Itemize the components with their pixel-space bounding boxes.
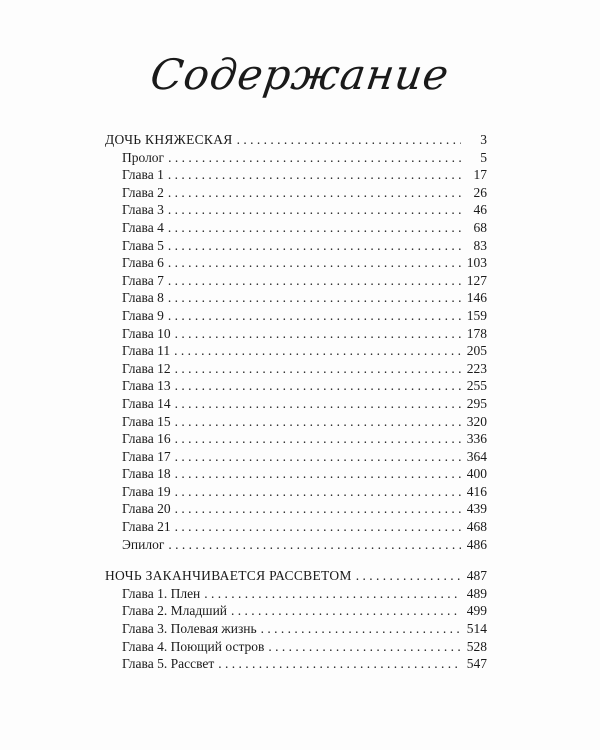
toc-entry-label: Глава 12	[122, 360, 171, 376]
toc-entry-label: Глава 14	[122, 395, 171, 411]
dot-leader	[164, 272, 461, 290]
toc-chapter-entry[interactable]	[105, 465, 487, 483]
toc-chapter-entry[interactable]	[105, 360, 487, 378]
dot-leader	[164, 237, 461, 255]
toc-chapter-entry[interactable]	[105, 201, 487, 219]
toc-section	[105, 131, 487, 553]
toc-page-number: 489	[466, 585, 487, 601]
toc-entry-label: Глава 6	[122, 255, 164, 271]
toc-page-number: 205	[466, 343, 487, 359]
dot-leader	[257, 620, 461, 638]
dot-leader	[171, 377, 461, 395]
toc-entry-label: Эпилог	[122, 536, 165, 552]
toc-chapter-entry[interactable]	[105, 237, 487, 255]
toc-entry-label: Глава 2	[122, 184, 164, 200]
toc-chapter-entry[interactable]	[105, 413, 487, 431]
dot-leader	[171, 500, 461, 518]
dot-leader	[164, 289, 461, 307]
toc-entry-label: Глава 4	[122, 219, 164, 235]
toc-part-heading[interactable]	[105, 131, 487, 149]
toc-entry-label: Глава 10	[122, 325, 171, 341]
dot-leader	[171, 360, 461, 378]
toc-entry-label: Глава 8	[122, 290, 164, 306]
toc-chapter-entry[interactable]	[105, 483, 487, 501]
dot-leader	[164, 166, 461, 184]
dot-leader	[233, 131, 461, 149]
toc-entry-label: Пролог	[122, 149, 165, 165]
toc-entry-label: Глава 20	[122, 501, 171, 517]
toc-page-number: 83	[473, 237, 487, 253]
toc-chapter-entry[interactable]	[105, 585, 487, 603]
toc-chapter-entry[interactable]	[105, 395, 487, 413]
toc-entry-label: Глава 2. Младший	[122, 603, 228, 619]
dot-leader	[214, 655, 461, 673]
toc-entry-label: Глава 17	[122, 448, 171, 464]
toc-part-heading[interactable]	[105, 567, 487, 585]
toc-page-number: 439	[466, 501, 487, 517]
dot-leader	[200, 585, 461, 603]
toc-chapter-entry[interactable]	[105, 342, 487, 360]
toc-page-number: 127	[466, 272, 487, 288]
toc-entry-label: НОЧЬ ЗАКАНЧИВАЕТСЯ РАССВЕТОМ	[105, 568, 352, 584]
toc-chapter-entry[interactable]	[105, 602, 487, 620]
dot-leader	[170, 342, 461, 360]
dot-leader	[171, 325, 461, 343]
toc-page-number: 295	[466, 395, 487, 411]
toc-entry-label: Глава 3. Полевая жизнь	[122, 621, 257, 637]
dot-leader	[352, 567, 461, 585]
contents-title: Содержание	[147, 50, 453, 99]
toc-entry-label: Глава 1	[122, 167, 164, 183]
toc-page-number: 336	[466, 431, 487, 447]
toc-page-number: 223	[466, 360, 487, 376]
toc-chapter-entry[interactable]	[105, 500, 487, 518]
toc-page-number: 499	[466, 603, 487, 619]
toc-entry-label: Глава 4. Поющий остров	[122, 638, 265, 654]
toc-entry-label: Глава 19	[122, 483, 171, 499]
toc-chapter-entry[interactable]	[105, 166, 487, 184]
toc-page-number: 416	[466, 483, 487, 499]
dot-leader	[164, 307, 461, 325]
toc-chapter-entry[interactable]	[105, 448, 487, 466]
toc-entry-label: Глава 15	[122, 413, 171, 429]
toc-page-number: 26	[473, 184, 487, 200]
toc-page-number: 3	[480, 132, 487, 147]
dot-leader	[171, 465, 461, 483]
toc-page-number: 514	[466, 621, 487, 637]
toc-entry-label: Глава 5	[122, 237, 164, 253]
toc-page-number: 528	[466, 638, 487, 654]
toc-entry-label: Глава 3	[122, 202, 164, 218]
toc-chapter-entry[interactable]	[105, 377, 487, 395]
toc-page-number: 46	[473, 202, 487, 218]
dot-leader	[164, 149, 461, 167]
toc-page-number: 17	[473, 167, 487, 183]
toc-chapter-entry[interactable]	[105, 219, 487, 237]
toc-page-number: 547	[466, 656, 487, 672]
toc-entry-label: Глава 18	[122, 466, 171, 482]
toc-chapter-entry[interactable]	[105, 307, 487, 325]
toc-chapter-entry[interactable]	[105, 149, 487, 167]
toc-entry-label: Глава 11	[122, 343, 171, 359]
toc-entry-label: Глава 9	[122, 307, 164, 323]
dot-leader	[164, 201, 461, 219]
toc-entry-label: Глава 5. Рассвет	[122, 656, 215, 672]
toc-entry-label: ДОЧЬ КНЯЖЕСКАЯ	[105, 132, 233, 147]
dot-leader	[171, 448, 461, 466]
toc-page-number: 178	[466, 325, 487, 341]
toc-entry-label: Глава 1. Плен	[122, 585, 201, 601]
toc-page-number: 5	[480, 149, 487, 165]
dot-leader	[164, 219, 461, 237]
dot-leader	[164, 536, 461, 554]
toc-chapter-entry[interactable]	[105, 518, 487, 536]
dot-leader	[171, 518, 461, 536]
dot-leader	[171, 430, 461, 448]
dot-leader	[164, 254, 461, 272]
toc-entry-label: Глава 7	[122, 272, 164, 288]
toc-page-number: 486	[466, 536, 487, 552]
toc-chapter-entry[interactable]	[105, 272, 487, 290]
dot-leader	[171, 483, 461, 501]
toc-chapter-entry[interactable]	[105, 289, 487, 307]
toc-page-number: 68	[473, 219, 487, 235]
toc-page-number: 320	[466, 413, 487, 429]
table-of-contents	[105, 131, 487, 673]
toc-chapter-entry[interactable]	[105, 638, 487, 656]
toc-page-number: 255	[466, 378, 487, 394]
toc-entry-label: Глава 16	[122, 431, 171, 447]
dot-leader	[171, 413, 461, 431]
toc-page-number: 146	[466, 290, 487, 306]
dot-leader	[164, 184, 461, 202]
toc-page-number: 103	[466, 255, 487, 271]
toc-page-number: 159	[466, 307, 487, 323]
toc-chapter-entry[interactable]	[105, 655, 487, 673]
toc-chapter-entry[interactable]	[105, 325, 487, 343]
toc-chapter-entry[interactable]	[105, 430, 487, 448]
toc-page-number: 487	[466, 568, 487, 584]
dot-leader	[264, 638, 461, 656]
dot-leader	[171, 395, 461, 413]
toc-page-number: 468	[466, 519, 487, 535]
toc-entry-label: Глава 21	[122, 519, 171, 535]
toc-chapter-entry[interactable]	[105, 620, 487, 638]
toc-chapter-entry[interactable]	[105, 184, 487, 202]
toc-entry-label: Глава 13	[122, 378, 171, 394]
toc-chapter-entry[interactable]	[105, 536, 487, 554]
toc-page-number: 364	[466, 448, 487, 464]
toc-section	[105, 567, 487, 673]
dot-leader	[227, 602, 461, 620]
toc-chapter-entry[interactable]	[105, 254, 487, 272]
toc-page-number: 400	[466, 466, 487, 482]
